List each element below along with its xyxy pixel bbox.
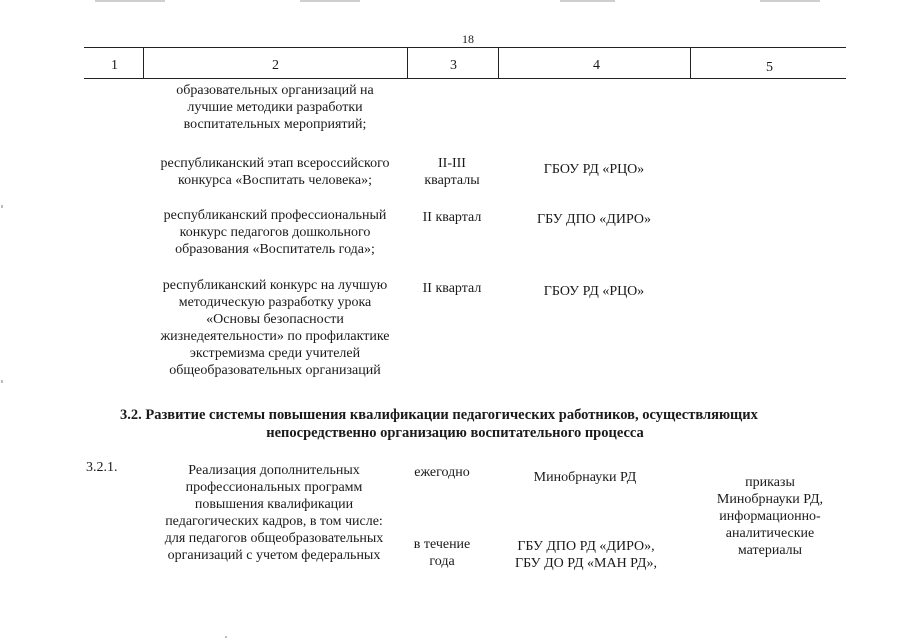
text-line: II квартал [422, 210, 482, 225]
text-line: Минобрнауки РД, [716, 492, 824, 507]
activity-cell [145, 277, 405, 379]
text-line: лучшие методики разработки [187, 100, 363, 115]
text-line: республиканский профессиональный [163, 208, 387, 223]
column-number-5: 5 [766, 60, 773, 75]
text-line: воспитательных мероприятий; [183, 117, 367, 132]
text-line: ГБУ ДО РД «МАН РД», [515, 556, 657, 571]
text-line: ГБУ ДПО «ДИРО» [536, 212, 652, 227]
executor-cell-2 [486, 538, 686, 572]
text-line: профессиональных программ [185, 480, 363, 495]
text-line: в течение [413, 537, 471, 552]
text-line: повышения квалификации [194, 497, 354, 512]
activity-cell [145, 155, 405, 189]
col-divider-1 [143, 47, 144, 78]
section-title-line-2: непосредственно организацию воспитательного процесса [266, 425, 644, 441]
period-cell [407, 155, 497, 189]
activity-cell [143, 462, 405, 564]
text-line: жизнедеятельности» по профилактике [160, 329, 390, 344]
column-number-1: 1 [111, 58, 118, 73]
text-line: ГБОУ РД «РЦО» [543, 284, 645, 299]
text-line: образовательных организаций на [176, 83, 374, 98]
table-top-border [84, 47, 846, 48]
col-divider-4 [690, 47, 691, 78]
text-line: республиканский этап всероссийского [160, 156, 390, 171]
col-divider-2 [407, 47, 408, 78]
executor-cell [498, 161, 690, 178]
text-line: Реализация дополнительных [188, 463, 360, 478]
text-line: общеобразовательных организаций [169, 363, 381, 378]
scan-speck [1, 205, 3, 208]
text-line: методическую разработку урока [178, 295, 372, 310]
text-line: «Основы безопасности [206, 312, 344, 327]
page-number: 18 [462, 32, 474, 46]
period-cell-2 [397, 536, 487, 570]
scan-speck [1, 380, 3, 383]
period-cell [407, 209, 497, 226]
scan-speck [225, 636, 227, 638]
text-line: образования «Воспитатель года»; [175, 242, 375, 257]
executor-cell [498, 211, 690, 228]
text-line: конкурс педагогов дошкольного [179, 225, 371, 240]
column-number-2: 2 [272, 58, 279, 73]
column-number-3: 3 [450, 58, 457, 73]
text-line: конкурса «Воспитать человека»; [178, 173, 372, 188]
text-line: для педагогов общеобразовательных [164, 531, 384, 546]
text-line: приказы [745, 475, 795, 490]
table-header-bottom-border [84, 78, 846, 79]
scan-mark [560, 0, 615, 2]
text-line: материалы [737, 543, 803, 558]
activity-cell [145, 82, 405, 133]
col-divider-3 [498, 47, 499, 78]
text-line: организаций с учетом федеральных [167, 548, 381, 563]
text-line: ГБУ ДПО РД «ДИРО», [517, 539, 655, 554]
period-cell: ежегодно [414, 465, 470, 480]
text-line: информационно- [719, 509, 821, 524]
item-number: 3.2.1. [86, 460, 118, 475]
text-line: республиканский конкурс на лучшую [162, 278, 388, 293]
text-line: II-III [438, 156, 466, 171]
scan-mark [300, 0, 360, 2]
text-line: экстремизма среди учителей [189, 346, 361, 361]
text-line: кварталы [424, 173, 480, 188]
scan-mark [760, 0, 820, 2]
text-line: аналитические [725, 526, 815, 541]
column-number-4: 4 [593, 58, 600, 73]
text-line: II квартал [422, 281, 482, 296]
executor-cell [498, 283, 690, 300]
section-title-line-1: 3.2. Развитие системы повышения квалификации педагогических работников, осуществляющих [120, 407, 758, 423]
activity-cell [145, 207, 405, 258]
text-line: года [429, 554, 455, 569]
period-cell [407, 280, 497, 297]
text-line: ГБОУ РД «РЦО» [543, 162, 645, 177]
executor-cell: Минобрнауки РД [533, 470, 637, 485]
result-cell [690, 474, 850, 559]
text-line: педагогических кадров, в том числе: [165, 514, 383, 529]
scan-mark [95, 0, 165, 2]
